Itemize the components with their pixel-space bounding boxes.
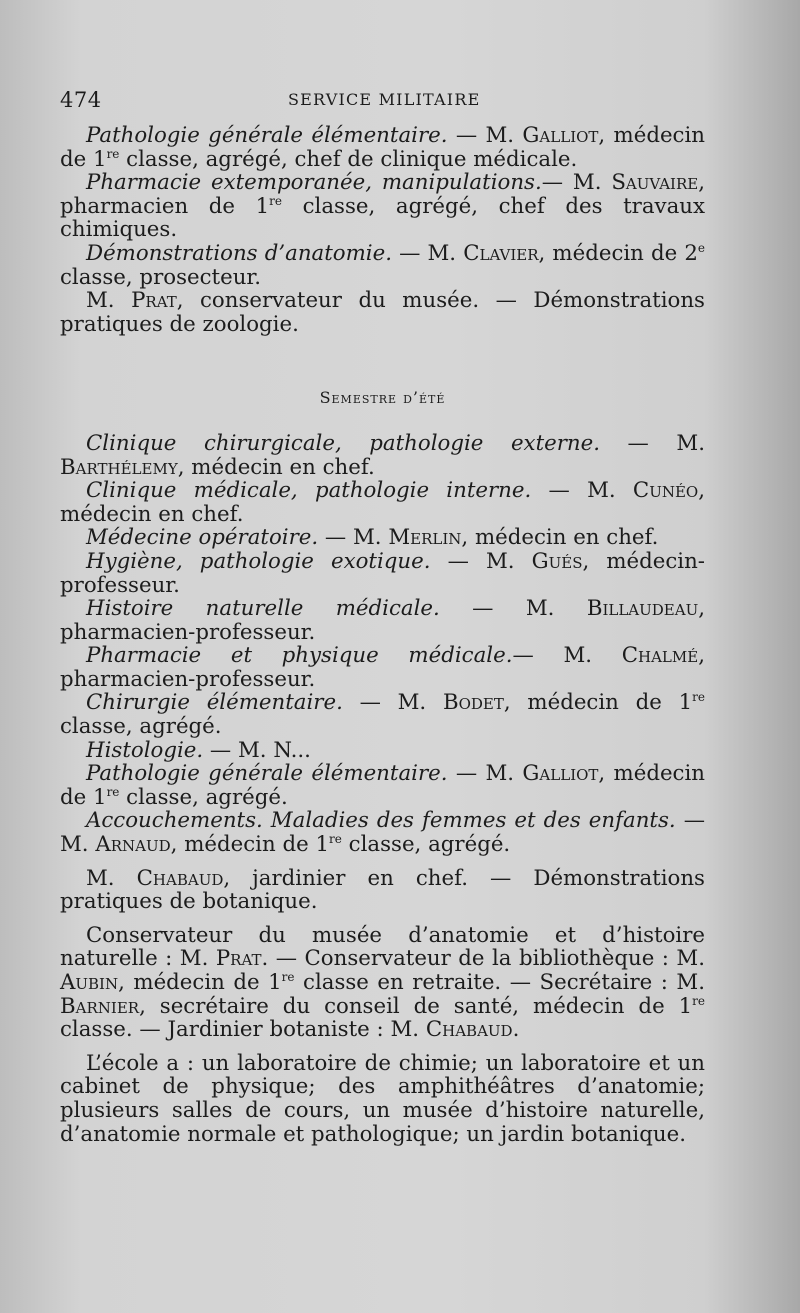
course-entry: Chirurgie élémentaire. — M. Bodet, médecin de 1re classe, agrégé. <box>60 690 706 740</box>
course-entry: Pharmacie extemporanée, manipulations.— M. Sauvaire, pharmacien de 1re classe, agrégé, chef des travaux chimiques. <box>60 170 705 243</box>
instructor-name: Billaudeau <box>586 596 699 622</box>
page-body <box>60 124 705 1146</box>
course-entry: Histoire naturelle médicale. — M. Billaudeau, pharmacien-professeur. <box>60 596 706 645</box>
course-title: Accouchements. Maladies des femmes et des enfants. <box>86 808 676 834</box>
course-title: Clinique médicale, pathologie interne. <box>86 478 532 504</box>
course-entry: Accouchements. Maladies des femmes et des enfants. — M. Arnaud, médecin de 1re classe, agrégé. <box>60 808 705 858</box>
course-title: Histoire naturelle médicale. <box>86 596 440 622</box>
course-title: Pathologie générale élémentaire. <box>86 761 448 787</box>
course-title: Histologie. <box>86 737 204 763</box>
staff-paragraph: Conservateur du musée d’anatomie et d’histoire naturelle : M. Prat. — Conservateur de la bibliothèque : M. Aubin, médecin de 1re classe en retraite. — Secrétaire : M. Barnier, secrétaire du conseil de santé, médecin de 1re classe. — Jardinier botaniste : M. Chabaud. <box>60 922 706 1043</box>
instructor-name: Merlin <box>388 525 462 551</box>
course-entry: Histologie. — M. N... <box>86 737 311 763</box>
course-entry: Pathologie générale élémentaire. — M. Galliot, médecin de 1re classe, agrégé, chef de clinique médicale. <box>60 123 706 172</box>
course-entry: Pathologie générale élémentaire. — M. Galliot, médecin de 1re classe, agrégé. <box>60 761 706 810</box>
course-entry: Clinique chirurgicale, pathologie externe. — M. Barthélemy, médecin en chef. <box>60 430 705 480</box>
instructor-name: Galliot <box>522 761 599 787</box>
course-title: Médecine opératoire. <box>86 525 319 551</box>
course-entry: Démonstrations d’anatomie. — M. Clavier, médecin de 2e classe, prosecteur. <box>60 240 705 290</box>
course-title: Clinique chirurgicale, pathologie externe. <box>86 430 600 456</box>
course-title: Hygiène, pathologie exotique. <box>86 548 431 574</box>
course-entry: Hygiène, pathologie exotique. — M. Gués, médecin-professeur. <box>60 548 706 598</box>
course-entry: Clinique médicale, pathologie interne. — M. Cunéo, médecin en chef. <box>60 478 706 527</box>
section-title: Semestre d’été <box>319 388 446 408</box>
instructor-name: Prat <box>131 288 177 314</box>
course-title: Pharmacie extemporanée, manipulations. <box>86 170 542 196</box>
page-number: 474 <box>60 88 102 112</box>
instructor-name: Cunéo <box>632 478 699 504</box>
instructor-name: Gués <box>531 548 583 574</box>
page-header <box>60 88 780 118</box>
course-entry: Pharmacie et physique médicale.— M. Chalmé, pharmacien-professeur. <box>60 643 705 692</box>
instructor-name: Arnaud <box>95 832 171 858</box>
course-title: Pharmacie et physique médicale. <box>86 643 513 669</box>
instructor-name: Barthélemy <box>60 454 178 480</box>
instructor-name: Clavier <box>463 240 539 266</box>
instructor-name: Bodet <box>442 690 504 716</box>
course-title: Pathologie générale élémentaire. <box>86 123 448 148</box>
prat-note: M. Prat, conservateur du musée. — Démonstrations pratiques de zoologie. <box>60 288 705 337</box>
instructor-name: Chalmé <box>621 643 699 669</box>
closing-paragraph: L’école a : un laboratoire de chimie; un laboratoire et un cabinet de physique; des amphithéâtres d’anatomie; plusieurs salles de cours, un musée d’histoire naturelle, d’anatomie normale et pathologique; un jardin botanique. <box>60 1050 705 1147</box>
instructor-name: Sauvaire <box>611 170 699 196</box>
course-title: Démonstrations d’anatomie. <box>86 240 392 266</box>
running-title: SERVICE MILITAIRE <box>288 90 481 109</box>
instructor-name: Chabaud <box>136 865 224 891</box>
instructor-name: Galliot <box>522 123 599 148</box>
course-title: Chirurgie élémentaire. <box>86 690 343 716</box>
course-entry: Médecine opératoire. — M. Merlin, médecin en chef. <box>86 525 659 551</box>
chabaud-note: M. Chabaud, jardinier en chef. — Démonstrations pratiques de botanique. <box>60 865 705 915</box>
